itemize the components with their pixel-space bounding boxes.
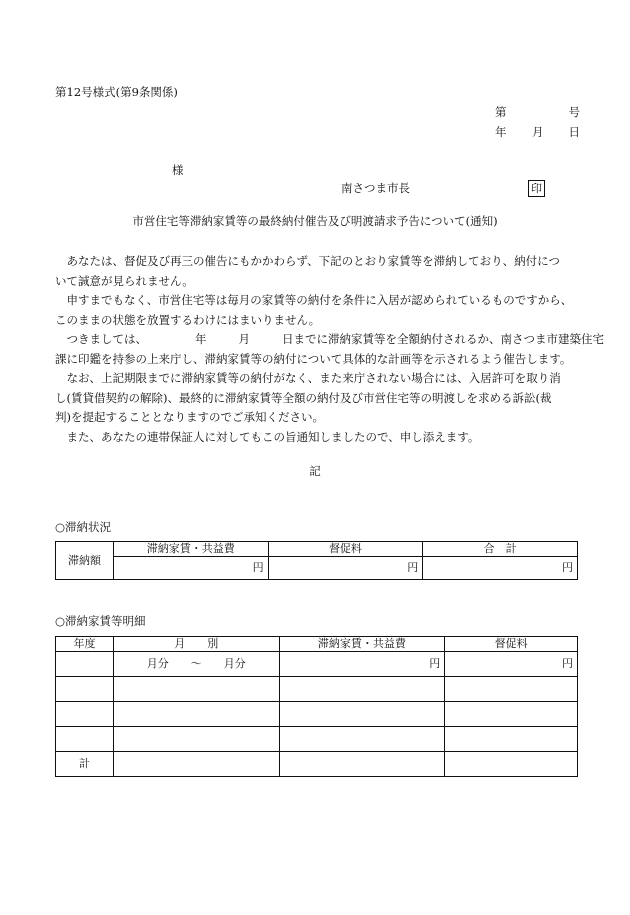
body-line: いて誠意が見られません。 xyxy=(55,273,194,288)
amount-cell: 円 xyxy=(113,557,268,580)
form-number: 第12号様式(第9条関係) xyxy=(55,85,178,99)
arrears-status-table xyxy=(55,541,578,580)
column-header: 月 別 xyxy=(113,637,279,652)
body-line: し(賃貸借契約の解除)、最終的に滞納家賃等全額の納付及び市営住宅等の明渡しを求める訴訟(裁 xyxy=(55,390,552,405)
deadline-month: 月 xyxy=(238,332,250,346)
amount-cell: 円 xyxy=(279,652,445,677)
body-line: また、あなたの連帯保証人に対してもこの旨通知しましたので、申し添えます。 xyxy=(55,429,480,444)
body-text xyxy=(55,252,604,447)
date-year: 年 xyxy=(495,125,507,139)
table-row xyxy=(56,727,578,752)
table-row-total xyxy=(56,752,578,777)
arrears-status-heading: ○滞納状況 xyxy=(55,520,112,534)
column-header: 督促料 xyxy=(445,637,578,652)
addressee-suffix: 様 xyxy=(172,163,184,177)
document-title: 市営住宅等滞納家賃等の最終納付催告及び明渡請求予告について(通知) xyxy=(132,214,498,228)
arrears-row-label: 滞納額 xyxy=(56,542,114,580)
body-text-segment: 日までに滞納家賃等を全額納付されるか、南さつま市建築住宅 xyxy=(282,332,604,346)
body-line: このままの状態を放置するわけにはまいりません。 xyxy=(55,312,321,327)
body-line-deadline xyxy=(55,330,604,350)
body-line: あなたは、督促及び再三の催告にもかかわらず、下記のとおり家賃等を滞納しており、納付につ xyxy=(55,254,560,268)
amount-cell: 円 xyxy=(423,557,578,580)
table-row xyxy=(56,702,578,727)
month-from-label: 月分 xyxy=(146,657,169,671)
ki-heading: 記 xyxy=(309,464,321,478)
deadline-year: 年 xyxy=(195,332,207,346)
sender-name: 南さつま市長 xyxy=(341,181,410,195)
body-line: 課に印鑑を持参の上来庁し、滞納家賃等の納付について具体的な計画等を示されるよう催告します。 xyxy=(55,351,572,366)
column-header: 滞納家賃・共益費 xyxy=(113,542,268,557)
tilde: 〜 xyxy=(190,657,202,671)
column-header: 督促料 xyxy=(268,542,423,557)
arrears-detail-heading: ○滞納家賃等明細 xyxy=(55,614,146,628)
seal-mark: 印 xyxy=(528,180,545,197)
body-line: 判)を提起することとなりますのでご承知ください。 xyxy=(55,410,324,424)
docno-prefix: 第 xyxy=(495,105,507,119)
arrears-detail-table xyxy=(55,636,578,777)
total-label: 計 xyxy=(56,752,114,777)
date-month: 月 xyxy=(532,125,544,139)
column-header: 合 計 xyxy=(423,542,578,557)
amount-cell: 円 xyxy=(268,557,423,580)
body-line: なお、上記期限までに滞納家賃等の納付がなく、また来庁されない場合には、入居許可を取り消 xyxy=(55,371,561,385)
column-header: 年度 xyxy=(56,637,114,652)
month-range-cell xyxy=(113,652,279,677)
amount-cell: 円 xyxy=(445,652,578,677)
body-line: 申すまでもなく、市営住宅等は毎月の家賃等の納付を条件に入居が認められているものですから、 xyxy=(55,293,573,307)
table-row xyxy=(56,652,578,677)
date-day: 日 xyxy=(568,125,580,139)
column-header: 滞納家賃・共益費 xyxy=(279,637,445,652)
table-row xyxy=(56,677,578,702)
month-to-label: 月分 xyxy=(223,657,246,671)
body-text-segment: つきましては、 xyxy=(55,332,147,346)
docno-suffix: 号 xyxy=(568,105,580,119)
